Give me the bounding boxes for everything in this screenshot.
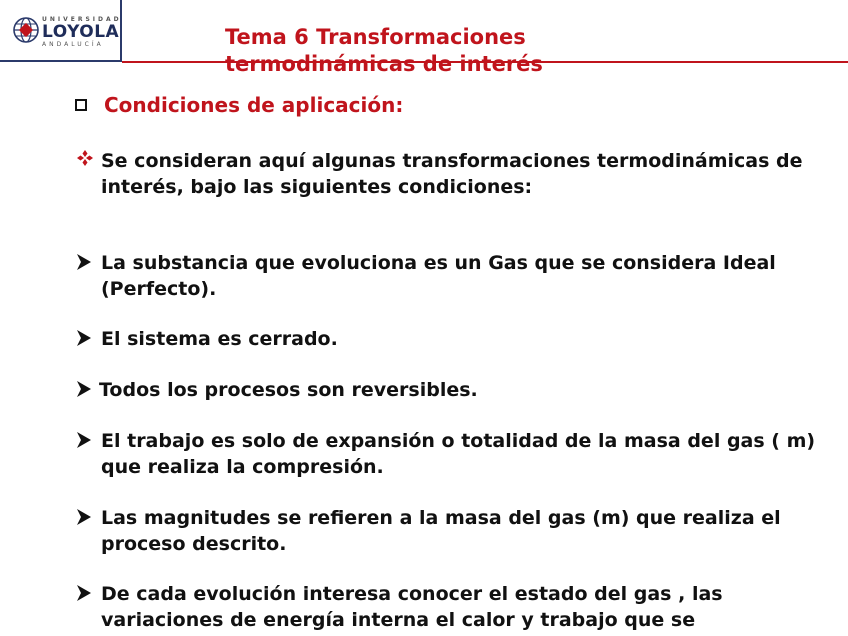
list-item bbox=[75, 250, 825, 302]
section-heading-text: Condiciones de aplicación: bbox=[104, 93, 404, 117]
section-heading bbox=[75, 93, 403, 117]
slide-title-line1: Tema 6 Transformaciones bbox=[225, 25, 526, 49]
logo-sub-text: ANDALUCÍA bbox=[42, 41, 104, 48]
slide-title-line2: termodinámicas de interés bbox=[225, 52, 543, 74]
university-logo bbox=[0, 0, 122, 62]
list-item bbox=[75, 148, 825, 200]
list-item bbox=[75, 505, 825, 557]
list-item bbox=[75, 326, 825, 352]
list-item-text: El sistema es cerrado. bbox=[101, 328, 338, 350]
list-item bbox=[75, 377, 825, 403]
list-item-text: Todos los procesos son reversibles. bbox=[99, 379, 478, 401]
globe-icon bbox=[12, 16, 40, 44]
list-item-text: De cada evolución interesa conocer el estado del gas , las variaciones de energía interna el calor y trabajo que se bbox=[101, 583, 723, 631]
list-item bbox=[75, 428, 825, 480]
list-item-text: Se consideran aquí algunas transformaciones termodinámicas de interés, bajo las siguientes condiciones: bbox=[101, 150, 803, 198]
list-item bbox=[75, 581, 825, 633]
logo-top-text: UNIVERSIDAD bbox=[42, 16, 122, 23]
list-item-text: La substancia que evoluciona es un Gas que se considera Ideal (Perfecto). bbox=[101, 252, 776, 300]
list-item-text: El trabajo es solo de expansión o totalidad de la masa del gas ( m) que realiza la compresión. bbox=[101, 430, 816, 478]
square-bullet-icon bbox=[75, 99, 87, 111]
logo-main-text: LOYOLA bbox=[42, 22, 120, 42]
slide-title bbox=[225, 24, 645, 74]
list-item-text: Las magnitudes se refieren a la masa del gas (m) que realiza el proceso descrito. bbox=[101, 507, 781, 555]
